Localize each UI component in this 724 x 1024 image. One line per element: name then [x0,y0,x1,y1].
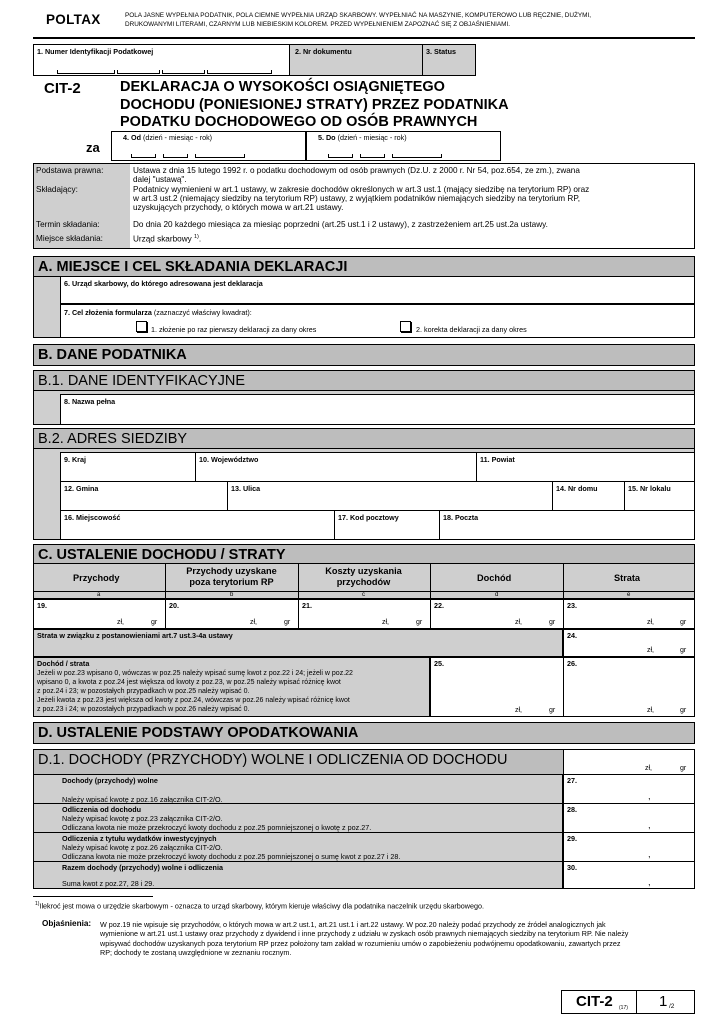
section-b-title: B. DANE PODATNIKA [33,344,695,366]
col-revenue-abroad-2: poza terytorium RP [189,577,274,587]
total-loss-field[interactable]: 26. [567,659,577,668]
apartment-number-field[interactable]: 15. Nr lokalu [628,484,671,493]
footer-form-code: CIT-2 [576,993,613,1010]
instructions-line-2: DRUKOWANYMI LITERAMI, CZARNYM LUB NIEBIESKIM KOLOREM. PRZED WYPEŁNIENIEM ZAPOZNAĆ SIĘ Z OBJAŚNIENIAMI. [125,21,511,28]
exempt-income-field[interactable]: 27. [567,776,577,785]
revenue-field[interactable]: 19. [37,601,47,610]
page-total: /2 [669,1003,675,1010]
full-name-field[interactable] [60,394,695,425]
page-number: 1 [659,993,668,1010]
commune-field[interactable]: 12. Gmina [64,484,99,493]
first-submission-checkbox[interactable] [136,321,147,332]
deadline-label: Termin składania: [36,220,100,229]
section-d-title: D. USTALENIE PODSTAWY OPODATKOWANIA [33,722,695,744]
address-fields [60,452,695,540]
deadline-text: Do dnia 20 każdego miesiąca za miesiąc poprzedni (art.25 ust.1 i 2 ustawy), z zastrzeżeniem art.25 ust.2a ustawy. [133,220,548,229]
period-to-label: 5. Do (dzień - miesiąc - rok) [318,133,407,142]
section-a-title: A. MIEJSCE I CEL SKŁADANIA DEKLARACJI [33,256,695,278]
post-office-field[interactable]: 18. Poczta [443,513,479,522]
section-b2-title: B.2. ADRES SIEDZIBY [33,428,695,450]
deductions-field[interactable]: 28. [567,805,577,814]
art7-loss-field[interactable]: 24. [567,631,577,640]
correction-checkbox[interactable] [400,321,411,332]
col-costs-1: Koszty uzyskania [325,566,402,576]
city-field[interactable]: 16. Miejscowość [64,513,121,522]
costs-field[interactable]: 21. [302,601,312,610]
postal-code-field[interactable]: 17. Kod pocztowy [338,513,399,522]
section-c-title: C. USTALENIE DOCHODU / STRATY [33,544,695,566]
form-title-line-2: DOCHODU (PONIESIONEJ STRATY) PRZEZ PODATNIKA [120,97,509,113]
form-code: CIT-2 [44,80,81,97]
form-title-line-1: DEKLARACJA O WYSOKOŚCI OSIĄGNIĘTEGO [120,79,445,95]
form-title-line-3: PODATKU DOCHODOWEGO OD OSÓB PRAWNYCH [120,114,478,130]
section-b1-title: B.1. DANE IDENTYFIKACYJNE [33,370,695,392]
col-revenue-abroad-1: Przychody uzyskane [186,566,277,576]
total-income-field[interactable]: 25. [434,659,444,668]
period-za: za [86,140,100,155]
col-costs-2: przychodów [336,577,391,587]
footnote: $^{1)}$Ilekroć jest mowa o urzędzie skarbowym - oznacza to urząd skarbowy, którym kieruje właściwy dla podatnika naczelnik urzędu skarbowego. [35,901,484,911]
income-loss-label: Dochód / strata [37,659,90,668]
income-field[interactable]: 22. [434,601,444,610]
purpose-label: 7. Cel złożenia formularza (zaznaczyć właściwy kwadrat): [64,308,252,317]
street-field[interactable]: 13. Ulica [231,484,261,493]
country-field[interactable]: 9. Kraj [64,455,86,464]
total-exempt-label: Razem dochody (przychody) wolne i odliczenia [62,863,223,872]
house-number-field[interactable]: 14. Nr domu [556,484,598,493]
document-number-label: 2. Nr dokumentu [295,47,352,56]
investment-deductions-label: Odliczenia z tytułu wydatków inwestycyjnych [62,834,217,843]
place-label: Miejsce składania: [36,234,103,243]
status-label: 3. Status [426,47,456,56]
brand-logo: POLTAX [46,12,101,27]
place-text: Urząd skarbowy $^{1)}$. [133,234,202,244]
correction-label: 2. korekta deklaracji za dany okres [416,325,527,334]
county-field[interactable]: 11. Powiat [480,455,515,464]
basis-label: Podstawa prawna: [36,166,104,175]
filer-text-3: uzyskujących przychody, o których mowa w art.21 ustawy. [133,203,344,212]
revenue-abroad-field[interactable]: 20. [169,601,179,610]
section-d1-title: D.1. DOCHODY (PRZYCHODY) WOLNE I ODLICZENIA OD DOCHODU [33,749,695,775]
first-submission-label: 1. złożenie po raz pierwszy deklaracji za dany okres [151,325,317,334]
col-income: Dochód [477,573,512,583]
tax-office-label: 6. Urząd skarbowy, do którego adresowana jest deklaracja [64,279,263,288]
investment-deductions-field[interactable]: 29. [567,834,577,843]
basis-text-1: Ustawa z dnia 15 lutego 1992 r. o podatku dochodowym od osób prawnych (Dz.U. z 2000 r. Nr 54, poz.654, ze zm.), zwana [133,166,580,175]
total-exempt-field[interactable]: 30. [567,863,577,872]
col-loss: Strata [614,573,641,583]
voivodeship-field[interactable]: 10. Województwo [199,455,259,464]
deductions-label: Odliczenia od dochodu [62,805,142,814]
full-name-label: 8. Nazwa pełna [64,397,116,406]
basis-text-2: dalej "ustawą". [133,175,187,184]
explanations-label: Objaśnienia: [42,919,92,928]
loss-field[interactable]: 23. [567,601,577,610]
filer-text-1: Podatnicy wymienieni w art.1 ustawy, w zakresie dochodów określonych w art.3 ust.1 (mający siedzibę na terytorium RP) oraz [133,185,590,194]
filer-text-2: w art.3 ust.2 (niemający siedziby na terytorium RP) ustawy, z wyjątkiem podatników niemających siedziby na terytorium RP, [133,194,580,203]
instructions-line-1: POLA JASNE WYPEŁNIA PODATNIK, POLA CIEMNE WYPEŁNIA URZĄD SKARBOWY. WYPEŁNIAĆ NA MASZYNIE, KOMPUTEROWO LUB RĘCZNIE, DUŻYMI, [125,12,592,19]
filer-label: Składający: [36,185,78,194]
period-from-label: 4. Od (dzień - miesiąc - rok) [123,133,213,142]
col-revenue: Przychody [73,573,120,583]
art7-loss-label: Strata w związku z postanowieniami art.7 ust.3-4a ustawy [37,631,233,640]
nip-label: 1. Numer Identyfikacji Podatkowej [37,47,154,56]
exempt-income-label: Dochody (przychody) wolne [62,776,158,785]
